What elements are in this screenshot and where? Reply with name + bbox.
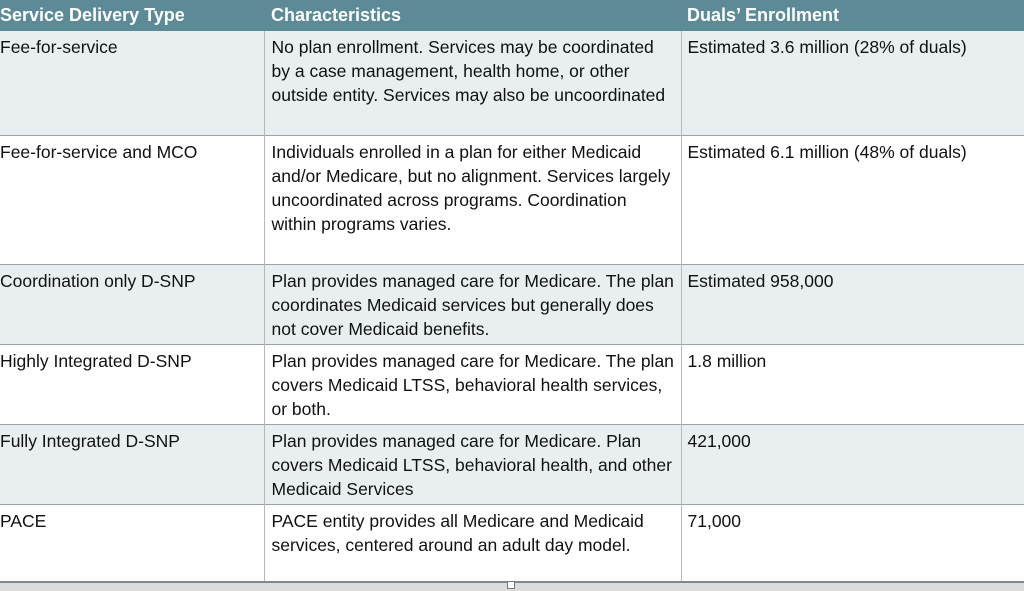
resize-handle[interactable] (507, 581, 515, 589)
table-row (0, 31, 1024, 135)
table-row (0, 135, 1024, 264)
row-enrollment: 1.8 million (681, 344, 1024, 424)
row-enrollment: Estimated 958,000 (681, 264, 1024, 344)
header-characteristics: Characteristics (271, 5, 402, 25)
row-service-type: Fee-for-service and MCO (0, 141, 198, 162)
table-row (0, 344, 1024, 424)
row-service-type: Fully Integrated D-SNP (0, 430, 180, 451)
row-service-type: Fee-for-service (0, 37, 118, 57)
row-enrollment: 421,000 (681, 424, 1024, 504)
row-characteristics: Plan provides managed care for Medicare. Plan covers Medicaid LTSS, behavioral health, and other Medicaid Services (264, 424, 681, 504)
row-characteristics: No plan enrollment. Services may be coordinated by a case management, health home, or other outside entity. Services may also be uncoordinated (264, 31, 681, 135)
table-row (0, 264, 1024, 344)
row-enrollment: 71,000 (681, 504, 1024, 582)
row-characteristics: Plan provides managed care for Medicare. The plan covers Medicaid LTSS, behavioral health services, or both. (264, 344, 681, 424)
row-enrollment: Estimated 6.1 million (48% of duals) (681, 135, 1024, 264)
row-characteristics: Individuals enrolled in a plan for either Medicaid and/or Medicare, but no alignment. Services largely uncoordinated across programs. Coordination within programs varies. (264, 135, 681, 264)
row-characteristics: PACE entity provides all Medicare and Medicaid services, centered around an adult day model. (264, 504, 681, 582)
row-characteristics: Plan provides managed care for Medicare. The plan coordinates Medicaid services but generally does not cover Medicaid benefits. (264, 264, 681, 344)
row-service-type: Highly Integrated D-SNP (0, 350, 192, 371)
header-duals-enrollment: Duals’ Enrollment (687, 5, 840, 25)
row-service-type: PACE (0, 510, 47, 531)
row-enrollment: Estimated 3.6 million (28% of duals) (681, 31, 1024, 135)
row-service-type: Coordination only D-SNP (0, 270, 196, 291)
table-header-row (0, 0, 1024, 31)
header-service-delivery-type: Service Delivery Type (0, 5, 185, 25)
table-row (0, 504, 1024, 582)
table-row (0, 424, 1024, 504)
